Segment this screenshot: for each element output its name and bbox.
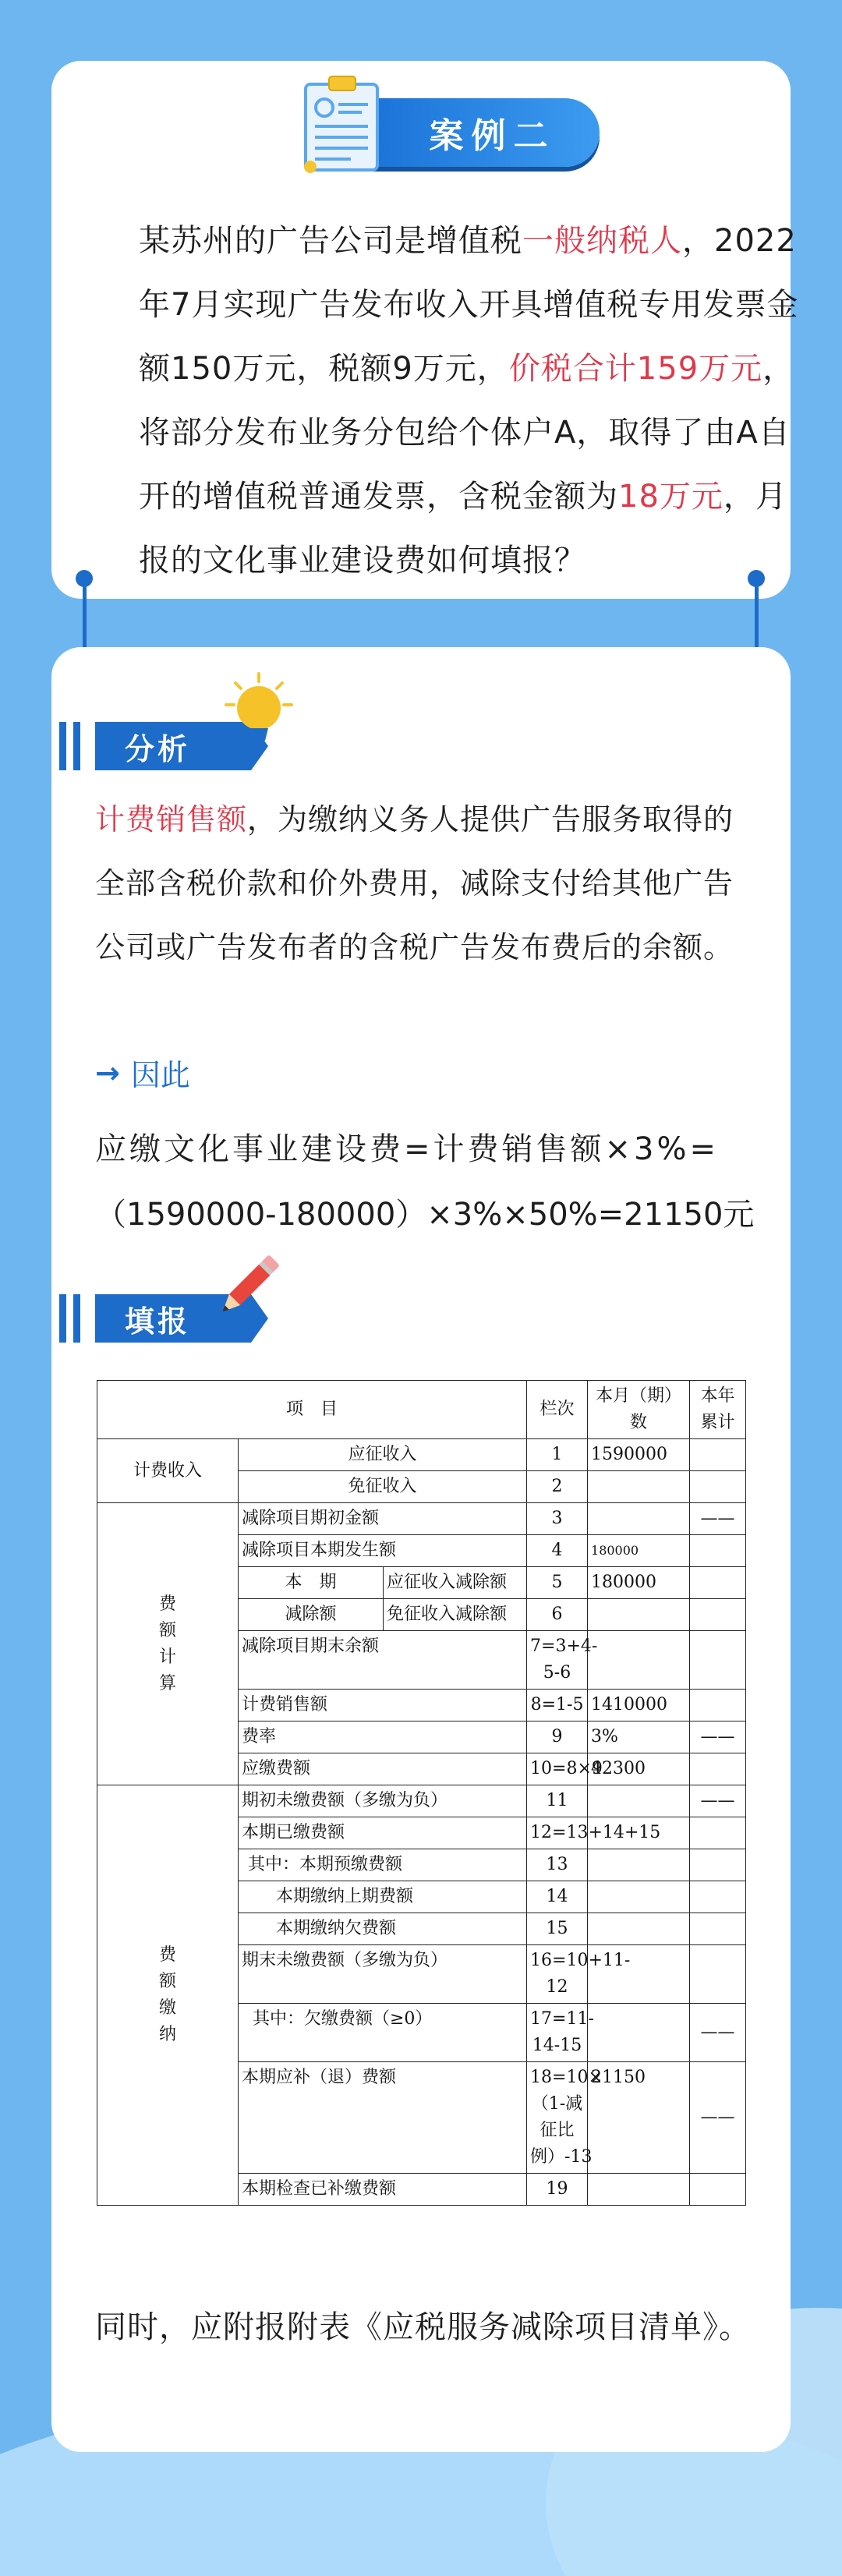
- row-label: 本期缴纳欠费额: [239, 1913, 527, 1945]
- row-label: 减除项目期末余额: [239, 1631, 527, 1690]
- row-year-value: [690, 1753, 746, 1785]
- group-fee-calculation: [97, 1503, 239, 1785]
- header-item: 项 目: [97, 1381, 527, 1439]
- row-month-value: [588, 1503, 690, 1535]
- table-row: [97, 1503, 746, 1535]
- row-year-value: [690, 2174, 746, 2206]
- row-column-no: 2: [527, 1471, 588, 1503]
- row-year-value: [690, 1471, 746, 1503]
- header-current-month: 本月（期）数: [588, 1381, 690, 1439]
- pencil-icon: [209, 1247, 287, 1325]
- row-column-no: 18=10×（1-减征比例）-13: [527, 2062, 588, 2174]
- case-highlight-total: 价税合计159万元: [508, 351, 763, 387]
- row-label: 费率: [239, 1721, 527, 1753]
- analysis-definition: ，为缴纳义务人提供广告服务取得的全部含税价款和价外费用，减除支付给其他广告公司或广告发布者的含税广告发布费后的余额。: [95, 802, 734, 964]
- row-column-no: 17=11-14-15: [527, 2004, 588, 2062]
- row-column-no: 16=10+11-12: [527, 1945, 588, 2004]
- row-label: 计费销售额: [239, 1690, 527, 1721]
- row-column-no: 11: [527, 1785, 588, 1817]
- case-highlight-subcontract: 18万元: [618, 479, 723, 515]
- row-month-value: [588, 1785, 690, 1817]
- header-column-no: 栏次: [527, 1381, 588, 1439]
- analysis-paragraph: [95, 787, 755, 979]
- row-month-value: 42300: [588, 1753, 690, 1785]
- row-column-no: 3: [527, 1503, 588, 1535]
- row-month-value: 3%: [588, 1721, 690, 1753]
- row-year-value: [690, 1631, 746, 1690]
- case-card: [51, 61, 799, 599]
- row-label: 减除项目期初金额: [239, 1503, 527, 1535]
- row-year-value: [690, 1690, 746, 1721]
- row-label: 本期已缴费额: [239, 1817, 527, 1849]
- row-month-value: [588, 1913, 690, 1945]
- row-year-value: [690, 1945, 746, 2004]
- row-label-group: 本 期: [239, 1567, 384, 1599]
- lightbulb-icon: [220, 669, 298, 755]
- row-year-value: ——: [690, 1503, 746, 1535]
- row-label: 减除项目本期发生额: [239, 1535, 527, 1567]
- case-description: [139, 209, 809, 593]
- row-label: 期末未缴费额（多缴为负）: [239, 1945, 527, 2004]
- heading-bars: [59, 722, 90, 770]
- connector-dot: [76, 570, 93, 587]
- heading-bars: [59, 1294, 90, 1343]
- hence-line: [95, 1051, 190, 1094]
- row-year-value: [690, 1535, 746, 1567]
- row-month-value: [588, 1471, 690, 1503]
- row-column-no: 19: [527, 2174, 588, 2206]
- row-year-value: [690, 1567, 746, 1599]
- row-month-value: [588, 1881, 690, 1913]
- row-label: 其中：本期预缴费额: [239, 1849, 527, 1881]
- row-label: 本期缴纳上期费额: [239, 1881, 527, 1913]
- header-year-total: 本年累计: [690, 1381, 746, 1439]
- row-column-no: 8=1-5: [527, 1690, 588, 1721]
- row-year-value: [690, 1439, 746, 1471]
- row-label-group: 减除额: [239, 1599, 384, 1631]
- culture-fee-declaration-table: [97, 1380, 746, 2206]
- analysis-heading-label: 分析: [95, 722, 251, 770]
- row-month-value: 180000: [588, 1567, 690, 1599]
- row-year-value: [690, 1849, 746, 1881]
- row-year-value: ——: [690, 1785, 746, 1817]
- formula-line-1: 应缴文化事业建设费=计费销售额×3%=: [95, 1131, 720, 1167]
- row-month-value: 21150: [588, 2062, 690, 2174]
- row-month-value: [588, 2004, 690, 2062]
- case-text-segment: ，将部分发布业务分包给个体户A，取得了由A自开的增值税普通发票，含税金额为: [139, 351, 795, 515]
- row-column-no: 1: [527, 1439, 588, 1471]
- row-label: 本期应补（退）费额: [239, 2062, 527, 2174]
- row-month-value: [588, 2174, 690, 2206]
- group-fee-payment-label: 费额缴纳: [158, 1945, 176, 2044]
- row-year-value: [690, 1913, 746, 1945]
- row-column-no: 15: [527, 1913, 588, 1945]
- row-year-value: ——: [690, 2004, 746, 2062]
- row-month-value: [588, 1849, 690, 1881]
- row-label: 其中：欠缴费额（≥0）: [239, 2004, 527, 2062]
- row-label: 免征收入: [239, 1471, 527, 1503]
- hence-label: 因此: [130, 1058, 190, 1092]
- fill-heading-label: 填报: [95, 1294, 251, 1343]
- row-column-no: 7=3+4-5-6: [527, 1631, 588, 1690]
- row-year-value: [690, 1817, 746, 1849]
- case-text-segment: ，月报的文化事业建设费如何填报？: [139, 479, 787, 579]
- row-year-value: ——: [690, 2062, 746, 2174]
- connector-dot: [748, 570, 765, 587]
- group-fee-income: 计费收入: [97, 1439, 239, 1503]
- row-year-value: ——: [690, 1721, 746, 1753]
- row-column-no: 5: [527, 1567, 588, 1599]
- row-month-value: [588, 1631, 690, 1690]
- row-month-value: 1590000: [588, 1439, 690, 1471]
- group-fee-payment: [97, 1785, 239, 2206]
- table-row: [97, 1785, 746, 1817]
- document-icon: [299, 73, 385, 175]
- row-column-no: 13: [527, 1849, 588, 1881]
- row-label: 应缴费额: [239, 1753, 527, 1785]
- closing-note: 同时，应附报附表《应税服务减除项目清单》。: [95, 2309, 751, 2345]
- row-month-value: 1410000: [588, 1690, 690, 1721]
- row-label: 应征收入: [239, 1439, 527, 1471]
- group-fee-calculation-label: 费额计算: [158, 1594, 176, 1693]
- fee-formula: [95, 1116, 762, 1247]
- row-label: 免征收入减除额: [384, 1599, 527, 1631]
- arrow-right-icon: →: [95, 1055, 120, 1090]
- table-header-row: [97, 1381, 746, 1439]
- row-column-no: 9: [527, 1721, 588, 1753]
- row-column-no: 14: [527, 1881, 588, 1913]
- row-column-no: 6: [527, 1599, 588, 1631]
- row-column-no: 12=13+14+15: [527, 1817, 588, 1849]
- table-row: [97, 1439, 746, 1471]
- row-month-value: 180000: [588, 1535, 690, 1567]
- row-label: 期初未缴费额（多缴为负）: [239, 1785, 527, 1817]
- row-month-value: [588, 1599, 690, 1631]
- row-year-value: [690, 1881, 746, 1913]
- case-title-badge: 案例二: [370, 98, 600, 167]
- row-year-value: [690, 1599, 746, 1631]
- row-column-no: 10=8×9: [527, 1753, 588, 1785]
- case-text-segment: 某苏州的广告公司是增值税: [139, 223, 522, 259]
- row-label: 本期检查已补缴费额: [239, 2174, 527, 2206]
- formula-line-2: （1590000-180000）×3%×50%=21150元: [95, 1197, 755, 1233]
- analysis-term: 计费销售额: [95, 802, 248, 837]
- case-highlight-taxpayer: 一般纳税人: [522, 223, 682, 259]
- case-text-segment: ，2022年7月实现广告发布收入开具增值税专用发票金额150万元，税额9万元，: [139, 223, 799, 387]
- row-column-no: 4: [527, 1535, 588, 1567]
- row-label: 应征收入减除额: [384, 1567, 527, 1599]
